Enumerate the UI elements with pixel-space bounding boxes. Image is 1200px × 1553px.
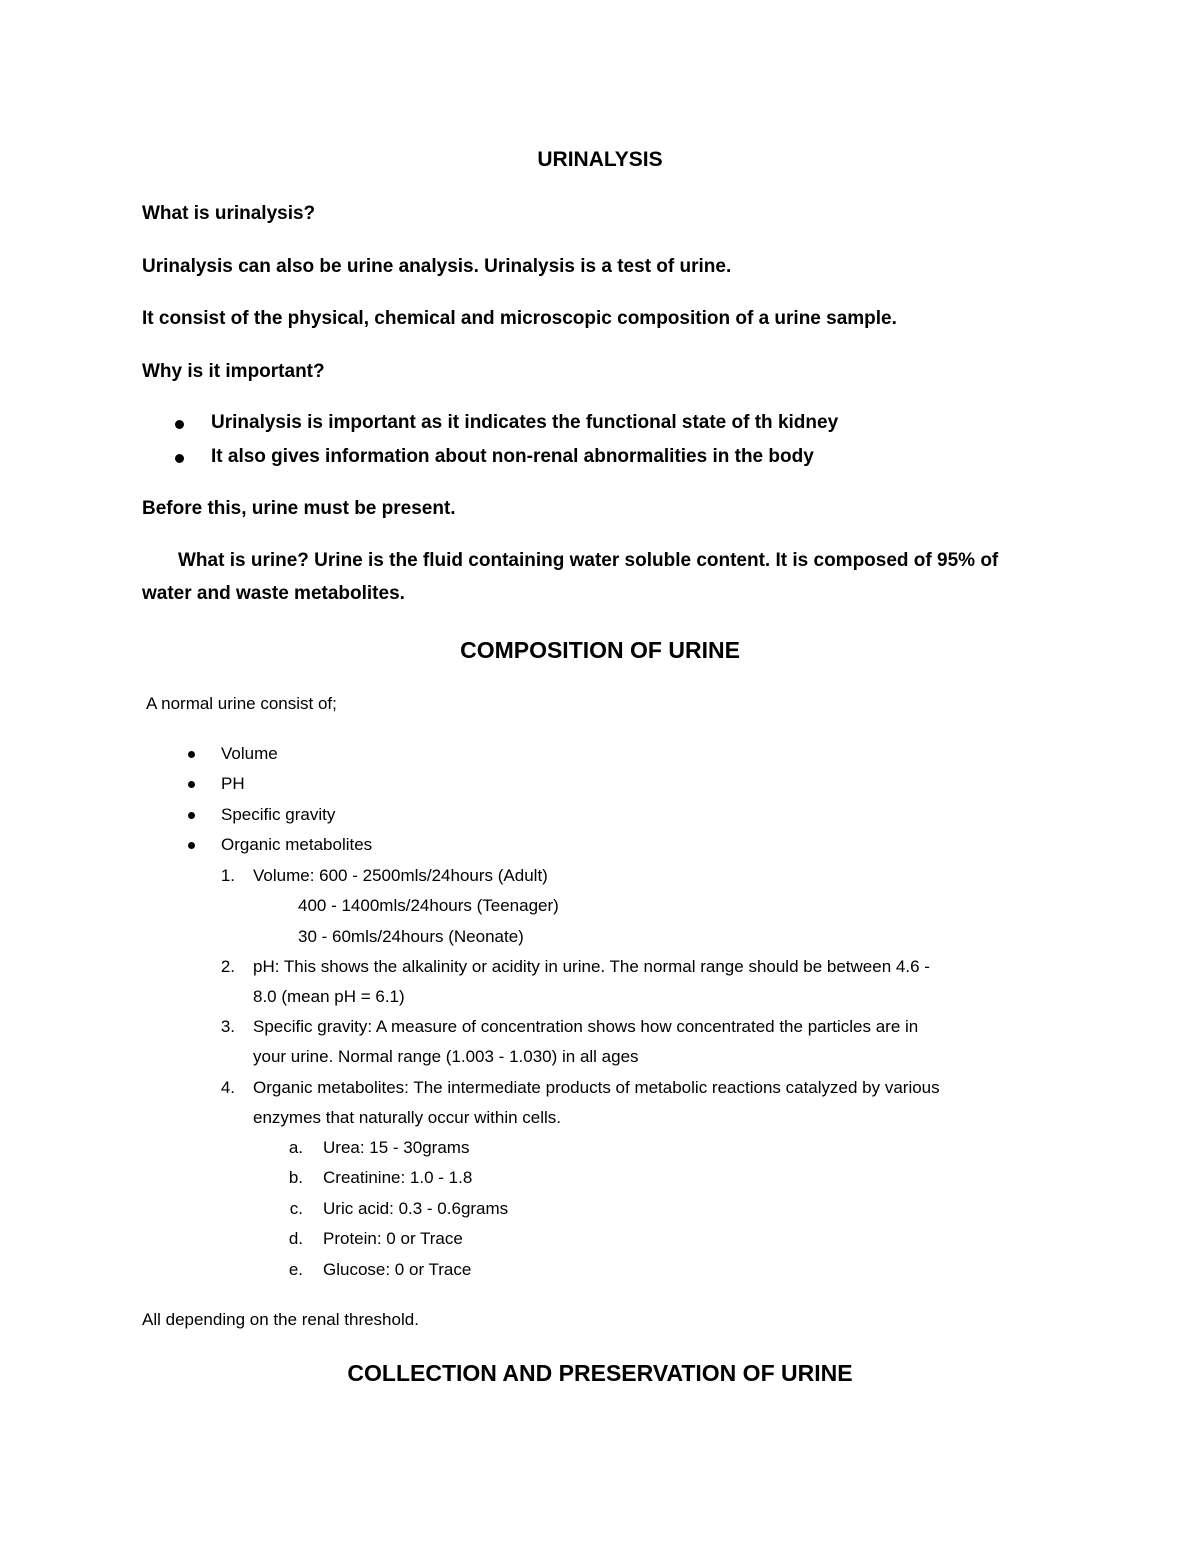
- list-marker: a.: [288, 1138, 303, 1157]
- closing-text: All depending on the renal threshold.: [142, 1310, 419, 1329]
- question-heading: Why is it important?: [142, 361, 325, 382]
- list-item: Urinalysis is important as it indicates the functional state of th kidney: [211, 412, 839, 433]
- bullet-icon: [188, 842, 195, 849]
- bullet-icon: [188, 781, 195, 788]
- bullet-icon: [175, 454, 184, 463]
- paragraph-line: water and waste metabolites.: [142, 583, 405, 604]
- paragraph: It consist of the physical, chemical and microscopic composition of a urine sample.: [142, 308, 897, 329]
- section-heading: COLLECTION AND PRESERVATION OF URINE: [347, 1360, 853, 1386]
- list-item-continuation: 30 - 60mls/24hours (Neonate): [298, 927, 524, 946]
- list-marker: 4.: [220, 1078, 235, 1097]
- list-item: Glucose: 0 or Trace: [323, 1260, 472, 1279]
- list-item: pH: This shows the alkalinity or acidity in urine. The normal range should be between 4.6 -: [253, 957, 930, 976]
- list-item: Specific gravity: [221, 805, 336, 824]
- paragraph-line: What is urine? Urine is the fluid containing water soluble content. It is composed of 95% of: [178, 550, 999, 571]
- list-item: It also gives information about non-renal abnormalities in the body: [211, 446, 814, 467]
- list-marker: c.: [289, 1199, 303, 1218]
- bullet-icon: [188, 812, 195, 819]
- list-item: Organic metabolites: [221, 835, 373, 854]
- list-item-continuation: 8.0 (mean pH = 6.1): [253, 987, 405, 1006]
- list-item: Organic metabolites: The intermediate products of metabolic reactions catalyzed by various: [253, 1078, 940, 1097]
- list-item: PH: [221, 774, 245, 793]
- list-marker: 2.: [220, 957, 235, 976]
- list-marker: b.: [288, 1168, 303, 1187]
- list-item-continuation: enzymes that naturally occur within cells.: [253, 1108, 562, 1127]
- bullet-icon: [175, 420, 184, 429]
- question-heading: What is urinalysis?: [142, 203, 316, 224]
- list-item: Volume: 600 - 2500mls/24hours (Adult): [253, 866, 548, 885]
- intro-text: A normal urine consist of;: [146, 694, 337, 713]
- document-title: URINALYSIS: [537, 148, 663, 171]
- list-item-continuation: 400 - 1400mls/24hours (Teenager): [298, 896, 559, 915]
- list-item: Volume: [221, 744, 278, 763]
- list-item: Protein: 0 or Trace: [323, 1229, 463, 1248]
- paragraph: Before this, urine must be present.: [142, 498, 456, 519]
- list-marker: e.: [288, 1260, 303, 1279]
- section-heading: COMPOSITION OF URINE: [460, 637, 740, 663]
- list-item: Urea: 15 - 30grams: [323, 1138, 470, 1157]
- list-marker: 1.: [220, 866, 235, 885]
- list-item: Uric acid: 0.3 - 0.6grams: [323, 1199, 509, 1218]
- list-item: Creatinine: 1.0 - 1.8: [323, 1168, 473, 1187]
- list-marker: d.: [288, 1229, 303, 1248]
- paragraph: Urinalysis can also be urine analysis. Urinalysis is a test of urine.: [142, 256, 732, 277]
- list-marker: 3.: [220, 1017, 235, 1036]
- list-item: Specific gravity: A measure of concentration shows how concentrated the particles are in: [253, 1017, 919, 1036]
- bullet-icon: [188, 751, 195, 758]
- list-item-continuation: your urine. Normal range (1.003 - 1.030) in all ages: [253, 1047, 639, 1066]
